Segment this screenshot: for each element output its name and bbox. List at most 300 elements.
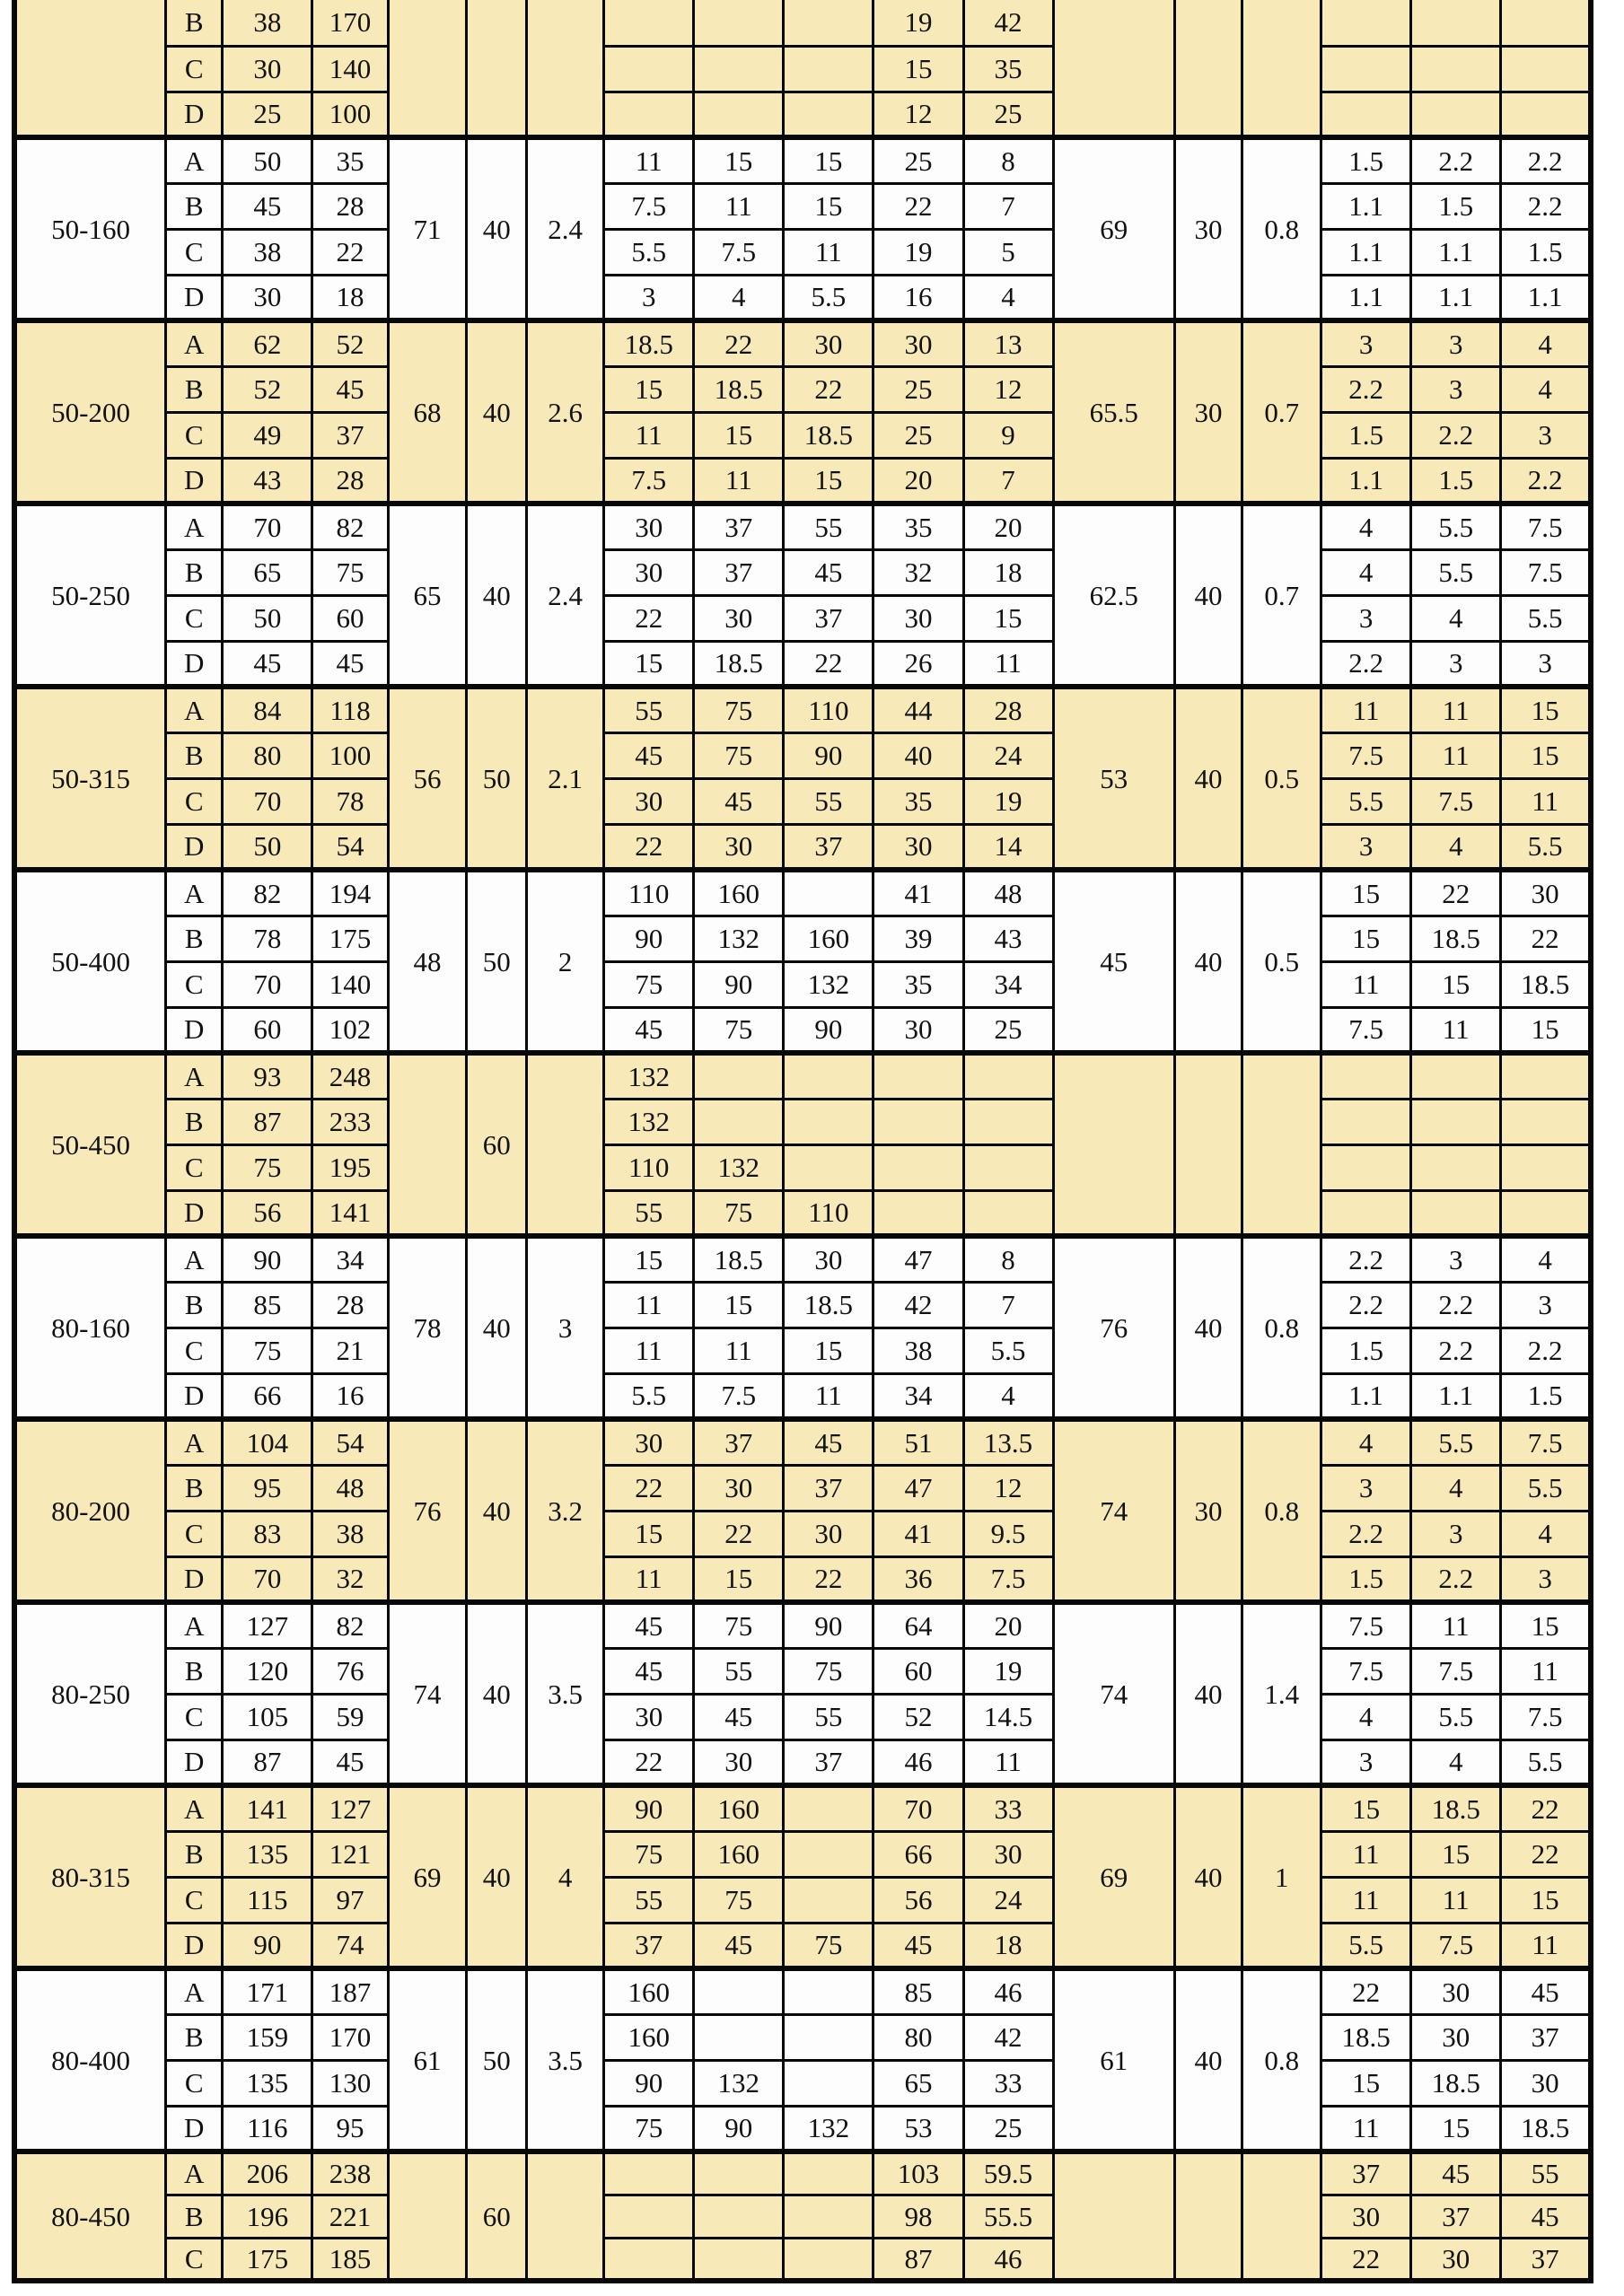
table-row	[14, 1007, 1591, 1053]
table-row	[14, 916, 1591, 961]
value-cell: 22	[1501, 1831, 1591, 1877]
value-cell: 141	[312, 1190, 388, 1236]
trim-letter-cell: C	[166, 961, 223, 1007]
value-cell: 4	[1501, 320, 1591, 366]
value-cell: 85	[873, 1968, 963, 2014]
value-cell: 15	[1321, 2060, 1411, 2106]
value-cell: 11	[963, 641, 1053, 687]
value-cell: 11	[1321, 961, 1411, 1007]
value-cell: 18.5	[1501, 961, 1591, 1007]
value-cell: 9.5	[963, 1511, 1053, 1556]
value-cell: 238	[312, 2151, 388, 2195]
value-cell: 48	[963, 870, 1053, 916]
value-cell: 140	[312, 961, 388, 1007]
value-cell	[873, 1190, 963, 1236]
value-cell: 43	[223, 458, 312, 504]
value-cell: 7	[963, 183, 1053, 229]
value-cell: 55	[604, 1877, 694, 1923]
value-cell	[604, 2238, 694, 2281]
value-cell: 135	[223, 2060, 312, 2106]
value-cell: 1.1	[1321, 275, 1411, 320]
table-row	[14, 1053, 1591, 1099]
value-cell: 45	[223, 641, 312, 687]
value-cell: 18.5	[694, 366, 784, 412]
value-cell: 5.5	[963, 1328, 1053, 1373]
value-cell: 132	[694, 2060, 784, 2106]
value-cell: 1.5	[1411, 458, 1501, 504]
value-cell	[1411, 1099, 1501, 1144]
trim-letter-cell: C	[166, 46, 223, 92]
value-cell: 15	[784, 137, 873, 183]
value-cell: 12	[963, 1465, 1053, 1511]
value-cell: 1.1	[1321, 229, 1411, 275]
value-cell: 30	[1321, 2195, 1411, 2238]
trim-letter-cell: C	[166, 1877, 223, 1923]
value-cell: 132	[784, 2106, 873, 2151]
table-row	[14, 1373, 1591, 1419]
value-cell: 14.5	[963, 1694, 1053, 1740]
value-cell	[694, 2151, 784, 2195]
trim-letter-cell: B	[166, 1831, 223, 1877]
value-cell	[694, 1099, 784, 1144]
value-cell: 5.5	[604, 229, 694, 275]
value-cell	[873, 1144, 963, 1190]
value-cell: 132	[694, 1144, 784, 1190]
value-cell: 56	[223, 1190, 312, 1236]
value-cell: 75	[784, 1923, 873, 1968]
merged-value-cell: 2.6	[527, 320, 604, 504]
value-cell: 75	[694, 1602, 784, 1648]
value-cell: 43	[963, 916, 1053, 961]
trim-letter-cell: D	[166, 2106, 223, 2151]
trim-letter-cell: B	[166, 2195, 223, 2238]
trim-letter-cell: C	[166, 412, 223, 458]
model-cell: 50-200	[14, 320, 166, 504]
value-cell: 38	[223, 0, 312, 46]
model-cell: 50-400	[14, 870, 166, 1053]
value-cell: 45	[312, 366, 388, 412]
value-cell: 30	[873, 320, 963, 366]
value-cell: 5.5	[1321, 1923, 1411, 1968]
value-cell: 5.5	[1411, 504, 1501, 549]
merged-value-cell: 71	[388, 137, 467, 320]
value-cell: 51	[873, 1419, 963, 1465]
value-cell: 11	[604, 1282, 694, 1328]
value-cell: 22	[312, 229, 388, 275]
model-cell: 80-200	[14, 1419, 166, 1602]
value-cell: 19	[873, 229, 963, 275]
merged-value-cell	[1053, 0, 1174, 137]
value-cell	[784, 2195, 873, 2238]
value-cell: 1.5	[1321, 137, 1411, 183]
table-row	[14, 1740, 1591, 1785]
value-cell: 1.1	[1411, 275, 1501, 320]
table-row	[14, 1328, 1591, 1373]
value-cell: 35	[873, 504, 963, 549]
value-cell: 25	[963, 1007, 1053, 1053]
value-cell: 7.5	[1501, 504, 1591, 549]
value-cell: 7.5	[1321, 1007, 1411, 1053]
value-cell: 87	[873, 2238, 963, 2281]
value-cell: 160	[694, 870, 784, 916]
value-cell: 52	[873, 1694, 963, 1740]
value-cell: 4	[1321, 1694, 1411, 1740]
merged-value-cell: 40	[1174, 504, 1242, 687]
value-cell	[1501, 1053, 1591, 1099]
value-cell: 15	[784, 183, 873, 229]
merged-value-cell: 76	[388, 1419, 467, 1602]
value-cell	[1321, 0, 1411, 46]
value-cell: 15	[604, 641, 694, 687]
value-cell: 37	[1321, 2151, 1411, 2195]
value-cell: 11	[1411, 732, 1501, 778]
value-cell: 70	[873, 1785, 963, 1831]
value-cell: 30	[784, 320, 873, 366]
value-cell: 55	[784, 504, 873, 549]
value-cell	[963, 1053, 1053, 1099]
value-cell: 2.2	[1501, 1328, 1591, 1373]
value-cell	[1321, 46, 1411, 92]
value-cell: 4	[1501, 1236, 1591, 1282]
value-cell: 95	[223, 1465, 312, 1511]
model-cell: 50-450	[14, 1053, 166, 1236]
value-cell: 15	[784, 458, 873, 504]
value-cell: 5.5	[1321, 778, 1411, 824]
value-cell	[784, 2014, 873, 2060]
value-cell: 4	[694, 275, 784, 320]
value-cell: 160	[604, 1968, 694, 2014]
table-row	[14, 824, 1591, 870]
merged-value-cell: 50	[467, 870, 527, 1053]
value-cell: 11	[694, 183, 784, 229]
value-cell: 45	[694, 778, 784, 824]
value-cell: 160	[694, 1785, 784, 1831]
pump-model-table	[12, 0, 1593, 2283]
value-cell	[694, 1968, 784, 2014]
value-cell: 60	[312, 595, 388, 641]
value-cell: 1.1	[1501, 275, 1591, 320]
value-cell: 194	[312, 870, 388, 916]
value-cell: 1.5	[1321, 1328, 1411, 1373]
trim-letter-cell: D	[166, 458, 223, 504]
value-cell: 22	[604, 824, 694, 870]
merged-value-cell: 61	[388, 1968, 467, 2151]
merged-value-cell: 0.8	[1242, 137, 1321, 320]
value-cell: 15	[1411, 961, 1501, 1007]
value-cell: 18	[963, 1923, 1053, 1968]
value-cell: 93	[223, 1053, 312, 1099]
trim-letter-cell: A	[166, 1419, 223, 1465]
table-row	[14, 504, 1591, 549]
value-cell: 47	[873, 1465, 963, 1511]
value-cell: 26	[873, 641, 963, 687]
value-cell: 7.5	[1501, 1419, 1591, 1465]
value-cell: 18.5	[1411, 1785, 1501, 1831]
value-cell: 2.2	[1501, 183, 1591, 229]
value-cell: 45	[873, 1923, 963, 1968]
value-cell: 3	[1411, 366, 1501, 412]
value-cell: 37	[784, 824, 873, 870]
value-cell	[784, 1968, 873, 2014]
value-cell: 5.5	[1501, 595, 1591, 641]
value-cell: 13	[963, 320, 1053, 366]
value-cell: 75	[223, 1144, 312, 1190]
value-cell: 98	[873, 2195, 963, 2238]
value-cell: 11	[784, 1373, 873, 1419]
value-cell: 30	[604, 504, 694, 549]
value-cell: 90	[694, 961, 784, 1007]
value-cell: 60	[873, 1648, 963, 1694]
trim-letter-cell: D	[166, 1740, 223, 1785]
merged-value-cell: 0.8	[1242, 1236, 1321, 1419]
table-row	[14, 687, 1591, 732]
merged-value-cell: 3.2	[527, 1419, 604, 1602]
trim-letter-cell: B	[166, 732, 223, 778]
value-cell: 3	[1501, 641, 1591, 687]
value-cell: 78	[223, 916, 312, 961]
value-cell: 19	[963, 1648, 1053, 1694]
table-row	[14, 595, 1591, 641]
value-cell: 32	[873, 549, 963, 595]
value-cell: 132	[784, 961, 873, 1007]
value-cell: 75	[694, 1877, 784, 1923]
value-cell: 13.5	[963, 1419, 1053, 1465]
value-cell: 5.5	[1501, 1740, 1591, 1785]
merged-value-cell: 61	[1053, 1968, 1174, 2151]
merged-value-cell: 50	[467, 1968, 527, 2151]
value-cell: 175	[312, 916, 388, 961]
merged-value-cell: 4	[527, 1785, 604, 1968]
value-cell	[1321, 1144, 1411, 1190]
value-cell: 22	[1411, 870, 1501, 916]
value-cell: 15	[784, 1328, 873, 1373]
value-cell: 3	[1321, 1740, 1411, 1785]
value-cell: 4	[1411, 824, 1501, 870]
value-cell	[784, 1053, 873, 1099]
merged-value-cell: 30	[1174, 320, 1242, 504]
value-cell: 11	[1501, 1648, 1591, 1694]
value-cell: 15	[1501, 1007, 1591, 1053]
value-cell: 1.5	[1321, 412, 1411, 458]
value-cell: 45	[1501, 1968, 1591, 2014]
value-cell: 3	[1321, 320, 1411, 366]
value-cell: 36	[873, 1556, 963, 1602]
value-cell: 45	[604, 1007, 694, 1053]
value-cell: 66	[223, 1373, 312, 1419]
value-cell	[784, 2060, 873, 2106]
value-cell: 18	[963, 549, 1053, 595]
value-cell: 15	[1501, 732, 1591, 778]
value-cell: 110	[784, 1190, 873, 1236]
value-cell: 60	[223, 1007, 312, 1053]
value-cell: 3	[1411, 641, 1501, 687]
value-cell: 18.5	[784, 412, 873, 458]
value-cell: 2.2	[1321, 366, 1411, 412]
value-cell: 97	[312, 1877, 388, 1923]
model-cell: 80-315	[14, 1785, 166, 1968]
value-cell: 22	[1501, 916, 1591, 961]
trim-letter-cell: C	[166, 1328, 223, 1373]
value-cell: 37	[694, 549, 784, 595]
value-cell: 70	[223, 504, 312, 549]
value-cell	[784, 0, 873, 46]
value-cell: 80	[873, 2014, 963, 2060]
value-cell: 22	[784, 1556, 873, 1602]
merged-value-cell	[527, 1053, 604, 1236]
value-cell: 37	[694, 1419, 784, 1465]
merged-value-cell: 76	[1053, 1236, 1174, 1419]
value-cell: 7.5	[1411, 778, 1501, 824]
value-cell: 160	[784, 916, 873, 961]
value-cell: 55.5	[963, 2195, 1053, 2238]
value-cell: 22	[784, 366, 873, 412]
value-cell: 30	[1501, 870, 1591, 916]
table-row	[14, 1648, 1591, 1694]
value-cell: 21	[312, 1328, 388, 1373]
value-cell: 7.5	[1321, 1648, 1411, 1694]
merged-value-cell: 69	[388, 1785, 467, 1968]
value-cell	[784, 2238, 873, 2281]
table-row	[14, 732, 1591, 778]
value-cell: 1.1	[1321, 458, 1411, 504]
value-cell: 3	[1501, 1282, 1591, 1328]
trim-letter-cell: A	[166, 320, 223, 366]
value-cell: 19	[963, 778, 1053, 824]
value-cell: 90	[784, 1602, 873, 1648]
table-row	[14, 2195, 1591, 2238]
merged-value-cell	[1242, 2151, 1321, 2281]
value-cell	[1501, 0, 1591, 46]
value-cell: 39	[873, 916, 963, 961]
trim-letter-cell: D	[166, 1373, 223, 1419]
merged-value-cell: 40	[1174, 1785, 1242, 1968]
value-cell: 7.5	[1501, 549, 1591, 595]
value-cell: 11	[604, 1328, 694, 1373]
value-cell: 78	[312, 778, 388, 824]
merged-value-cell	[388, 2151, 467, 2281]
value-cell: 90	[604, 2060, 694, 2106]
value-cell: 75	[604, 1831, 694, 1877]
value-cell: 45	[604, 1648, 694, 1694]
value-cell	[784, 92, 873, 137]
merged-value-cell	[1174, 0, 1242, 137]
merged-value-cell: 74	[388, 1602, 467, 1785]
trim-letter-cell: B	[166, 1282, 223, 1328]
value-cell: 22	[604, 1740, 694, 1785]
table-row	[14, 1099, 1591, 1144]
value-cell: 187	[312, 1968, 388, 2014]
merged-value-cell: 40	[467, 1419, 527, 1602]
model-cell	[14, 0, 166, 137]
value-cell	[1411, 1144, 1501, 1190]
value-cell: 5.5	[784, 275, 873, 320]
value-cell: 45	[312, 1740, 388, 1785]
trim-letter-cell: A	[166, 687, 223, 732]
value-cell: 22	[1501, 1785, 1591, 1831]
value-cell: 15	[1321, 870, 1411, 916]
value-cell: 30	[963, 1831, 1053, 1877]
merged-value-cell: 3.5	[527, 1602, 604, 1785]
value-cell: 127	[312, 1785, 388, 1831]
value-cell	[604, 0, 694, 46]
merged-value-cell: 40	[1174, 687, 1242, 870]
value-cell: 38	[873, 1328, 963, 1373]
value-cell: 104	[223, 1419, 312, 1465]
value-cell: 55	[1501, 2151, 1591, 2195]
value-cell: 2.2	[1501, 137, 1591, 183]
table-row	[14, 778, 1591, 824]
value-cell: 38	[223, 229, 312, 275]
value-cell: 25	[873, 366, 963, 412]
value-cell: 41	[873, 870, 963, 916]
trim-letter-cell: A	[166, 1236, 223, 1282]
trim-letter-cell: A	[166, 1602, 223, 1648]
trim-letter-cell: C	[166, 1694, 223, 1740]
value-cell: 53	[873, 2106, 963, 2151]
value-cell	[694, 2238, 784, 2281]
value-cell: 11	[694, 458, 784, 504]
value-cell: 3	[1411, 1236, 1501, 1282]
table-row	[14, 412, 1591, 458]
table-row	[14, 1236, 1591, 1282]
trim-letter-cell: D	[166, 1556, 223, 1602]
value-cell: 18.5	[1411, 916, 1501, 961]
merged-value-cell: 40	[1174, 1968, 1242, 2151]
value-cell: 4	[1411, 595, 1501, 641]
trim-letter-cell: A	[166, 1785, 223, 1831]
value-cell	[1411, 92, 1501, 137]
value-cell	[1411, 0, 1501, 46]
value-cell: 7.5	[1321, 732, 1411, 778]
value-cell: 3	[1501, 412, 1591, 458]
value-cell: 115	[223, 1877, 312, 1923]
value-cell: 30	[604, 1694, 694, 1740]
merged-value-cell: 0.8	[1242, 1419, 1321, 1602]
table-row	[14, 1602, 1591, 1648]
value-cell: 185	[312, 2238, 388, 2281]
value-cell: 15	[1501, 687, 1591, 732]
table-row	[14, 92, 1591, 137]
value-cell: 95	[312, 2106, 388, 2151]
value-cell: 20	[963, 504, 1053, 549]
merged-value-cell: 65	[388, 504, 467, 687]
merged-value-cell: 0.7	[1242, 320, 1321, 504]
value-cell: 11	[1411, 1007, 1501, 1053]
value-cell: 4	[1321, 504, 1411, 549]
value-cell: 2.2	[1321, 1236, 1411, 1282]
value-cell	[1501, 1099, 1591, 1144]
merged-value-cell: 65.5	[1053, 320, 1174, 504]
value-cell	[1501, 1190, 1591, 1236]
pump-model-table-body	[14, 0, 1591, 2281]
table-row	[14, 1556, 1591, 1602]
value-cell: 1.1	[1321, 183, 1411, 229]
value-cell: 221	[312, 2195, 388, 2238]
value-cell: 5.5	[1501, 824, 1591, 870]
value-cell: 75	[694, 1190, 784, 1236]
value-cell: 4	[1501, 1511, 1591, 1556]
model-cell: 80-250	[14, 1602, 166, 1785]
value-cell: 195	[312, 1144, 388, 1190]
value-cell: 130	[312, 2060, 388, 2106]
value-cell: 11	[1321, 1877, 1411, 1923]
value-cell: 46	[963, 2238, 1053, 2281]
value-cell: 7	[963, 458, 1053, 504]
value-cell: 1.5	[1501, 1373, 1591, 1419]
trim-letter-cell: D	[166, 824, 223, 870]
value-cell: 30	[604, 549, 694, 595]
value-cell: 38	[312, 1511, 388, 1556]
